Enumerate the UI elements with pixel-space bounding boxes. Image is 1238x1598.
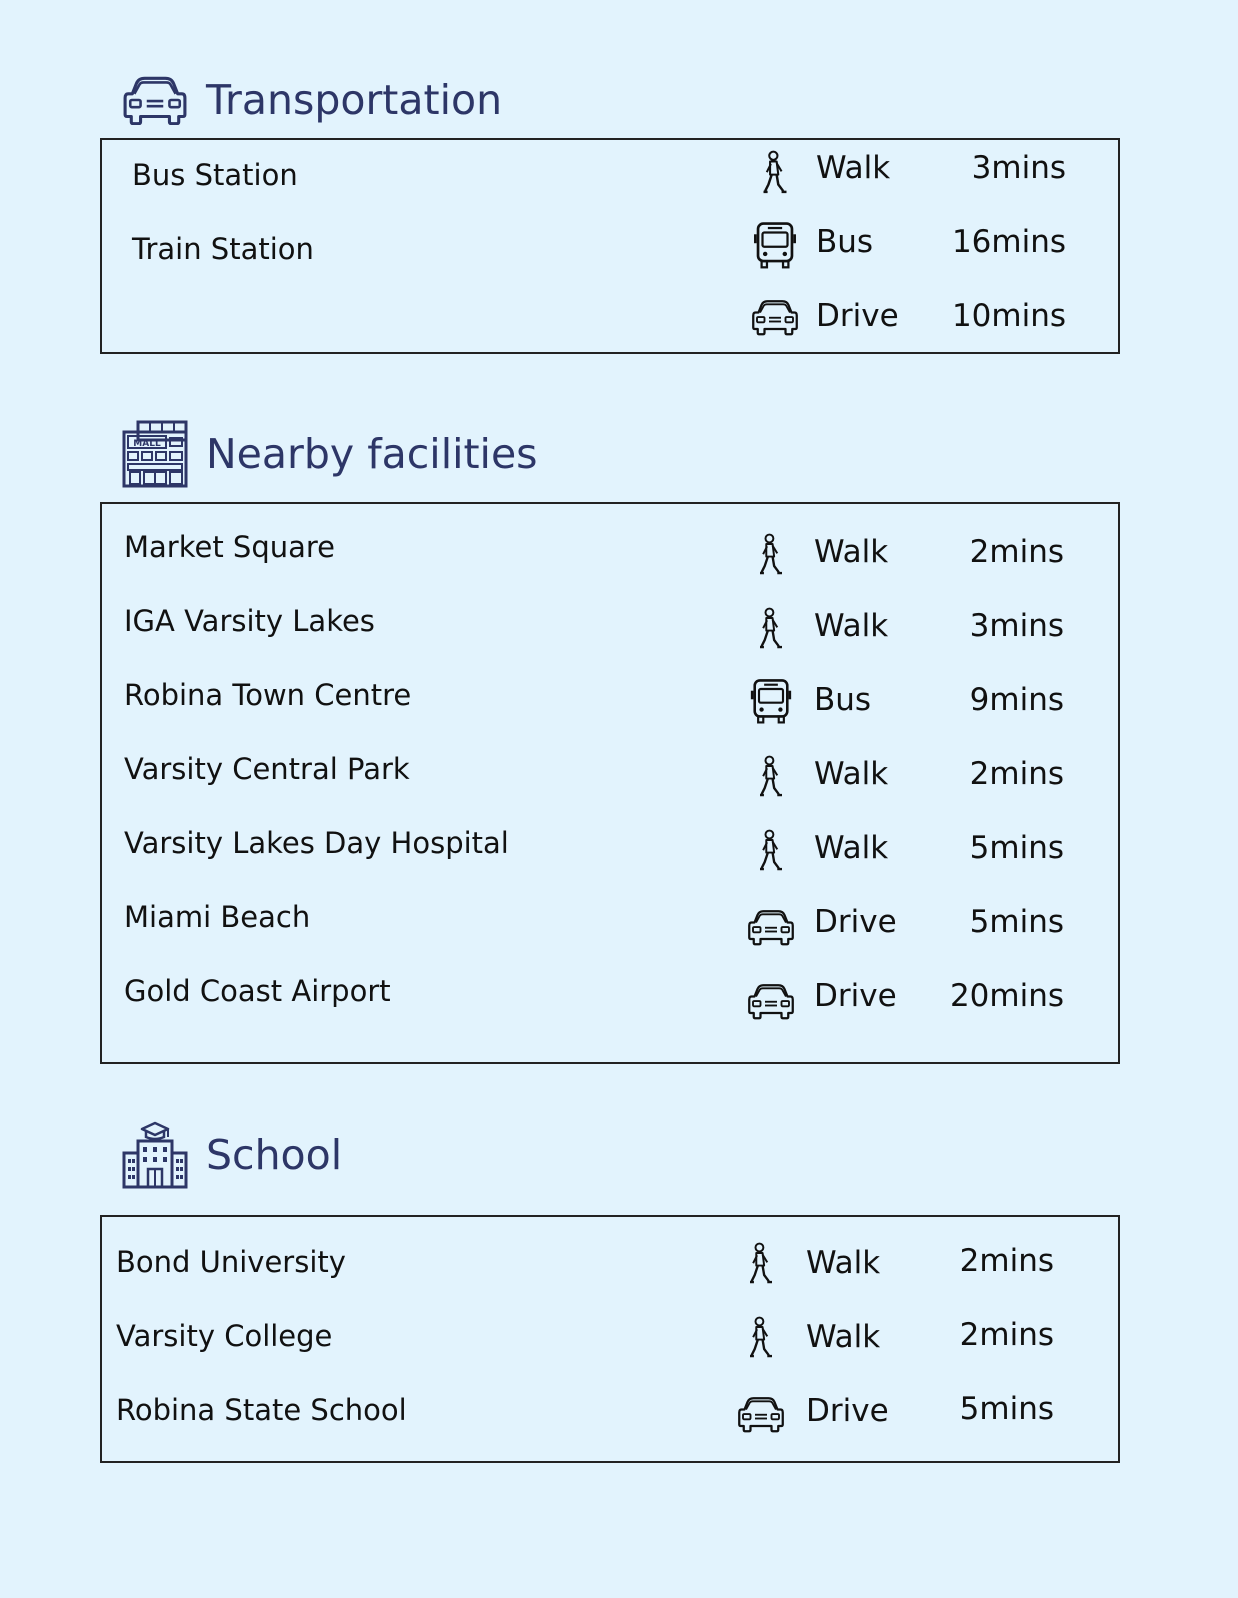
table-row <box>102 726 1118 800</box>
car-icon <box>746 976 796 1026</box>
mall-icon <box>122 421 188 487</box>
facilities-heading <box>122 414 538 494</box>
travel-time: 2mins <box>969 756 1064 792</box>
place-name: Miami Beach <box>124 900 311 934</box>
travel-time: 3mins <box>971 150 1066 186</box>
car-icon <box>122 67 188 133</box>
table-row <box>102 652 1118 726</box>
section-title: School <box>206 1131 343 1179</box>
place-name: Varsity College <box>116 1319 333 1353</box>
travel-time: 16mins <box>951 224 1066 260</box>
section-title: Transportation <box>206 76 503 124</box>
travel-time: 10mins <box>951 298 1066 334</box>
walk-icon <box>746 826 796 876</box>
travel-time: 20mins <box>949 978 1064 1014</box>
walk-icon <box>750 148 800 198</box>
place-name: Robina State School <box>116 1393 407 1427</box>
travel-time: 5mins <box>969 904 1064 940</box>
bus-icon <box>750 220 800 270</box>
mode-label: Walk <box>806 1245 881 1281</box>
place-name: Bus Station <box>132 158 298 192</box>
travel-time: 2mins <box>959 1243 1054 1279</box>
travel-time: 5mins <box>969 830 1064 866</box>
car-icon <box>736 1389 786 1439</box>
place-name: Train Station <box>132 232 314 266</box>
table-row <box>102 1291 1118 1365</box>
mode-label: Drive <box>814 978 897 1014</box>
table-row <box>102 1217 1118 1291</box>
travel-time: 3mins <box>969 608 1064 644</box>
place-name: Varsity Central Park <box>124 752 410 786</box>
travel-time: 5mins <box>959 1391 1054 1427</box>
mode-label: Walk <box>814 608 889 644</box>
mode-label: Drive <box>814 904 897 940</box>
travel-time: 2mins <box>959 1317 1054 1353</box>
walk-icon <box>736 1239 786 1289</box>
table-row <box>102 874 1118 948</box>
walk-icon <box>746 604 796 654</box>
mode-label: Bus <box>814 682 872 718</box>
svg-text:MALL: MALL <box>133 439 161 449</box>
mode-label: Bus <box>816 224 874 260</box>
place-name: Robina Town Centre <box>124 678 412 712</box>
transportation-heading <box>122 60 502 140</box>
walk-icon <box>746 530 796 580</box>
place-name: Market Square <box>124 530 336 564</box>
facilities-box <box>100 502 1120 1064</box>
walk-icon <box>746 752 796 802</box>
car-icon <box>750 292 800 342</box>
travel-time: 2mins <box>969 534 1064 570</box>
place-name: IGA Varsity Lakes <box>124 604 375 638</box>
table-row <box>102 800 1118 874</box>
place-name: Gold Coast Airport <box>124 974 391 1008</box>
bus-icon <box>746 676 796 726</box>
mode-label: Walk <box>806 1319 881 1355</box>
table-row <box>102 948 1118 1022</box>
mode-label: Walk <box>814 830 889 866</box>
place-name: Bond University <box>116 1245 346 1279</box>
table-row <box>102 1365 1118 1439</box>
school-box <box>100 1215 1120 1463</box>
travel-time: 9mins <box>969 682 1064 718</box>
school-heading <box>122 1115 342 1195</box>
section-title: Nearby facilities <box>206 430 538 478</box>
walk-icon <box>736 1313 786 1363</box>
school-icon <box>122 1122 188 1188</box>
car-icon <box>746 902 796 952</box>
mode-label: Drive <box>806 1393 889 1429</box>
place-name: Varsity Lakes Day Hospital <box>124 826 509 860</box>
mode-label: Walk <box>814 534 889 570</box>
transportation-box <box>100 138 1120 354</box>
mode-label: Walk <box>814 756 889 792</box>
table-row <box>102 578 1118 652</box>
table-row <box>102 504 1118 578</box>
mode-label: Drive <box>816 298 899 334</box>
mode-label: Walk <box>816 150 891 186</box>
